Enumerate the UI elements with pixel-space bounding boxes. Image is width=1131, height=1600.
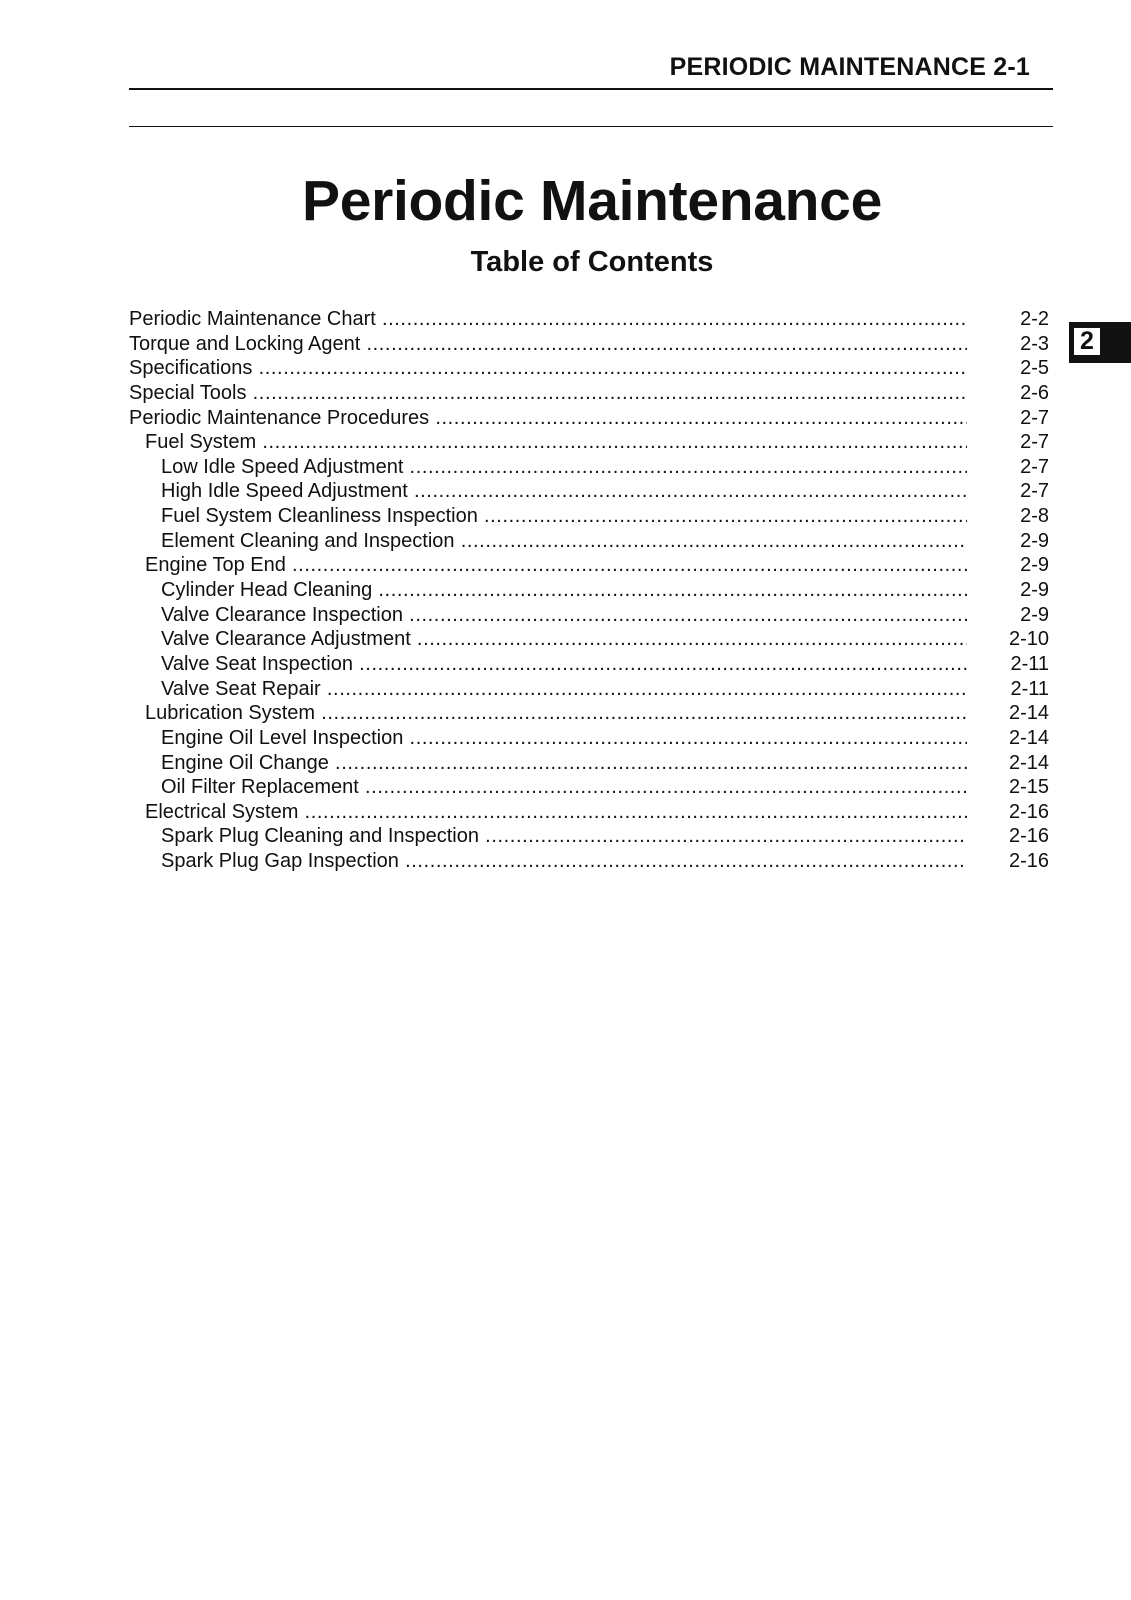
toc-entry-page: 2-7 [1020,406,1049,429]
toc-row [129,751,1049,776]
toc-entry-label: Cylinder Head Cleaning ..... [161,578,967,602]
toc-entry-page: 2-11 [1010,652,1049,675]
toc-row [129,307,1049,332]
toc-entry-page: 2-16 [1008,825,1049,848]
toc-entry-label: Electrical System ..... [145,800,967,824]
toc-entry-label: Periodic Maintenance Chart ..... [129,307,967,331]
toc-row [129,726,1049,751]
toc-row [129,824,1049,849]
toc-entry-page: 2-2 [1020,308,1049,330]
toc-row [129,529,1049,554]
toc-row [129,553,1049,578]
toc-entry-label: Oil Filter Replacement ..... [161,775,967,799]
toc-entry-page: 2-11 [1010,677,1049,700]
toc-row [129,652,1049,677]
toc-entry-label: Engine Top End ..... [145,553,967,577]
header-rule-bottom [129,126,1053,127]
toc-entry-label: Valve Clearance Inspection ..... [161,603,967,627]
toc-entry-page: 2-9 [1020,579,1049,602]
chapter-tab [1069,322,1131,363]
toc-row [129,406,1049,431]
toc-entry-page: 2-9 [1020,529,1049,552]
toc-heading: Table of Contents [470,246,714,278]
toc-entry-label: Fuel System ..... [145,430,967,454]
toc-entry-page: 2-7 [1020,480,1049,503]
toc-entry-label: Torque and Locking Agent ..... [129,332,967,356]
toc-row [129,479,1049,504]
toc-entry-label: Element Cleaning and Inspection ..... [161,529,967,553]
toc-row [129,701,1049,726]
toc-row [129,578,1049,603]
toc-entry-label: Spark Plug Cleaning and Inspection ..... [161,824,967,848]
toc-row [129,430,1049,455]
toc-entry-label: Low Idle Speed Adjustment ..... [161,455,967,479]
toc-row [129,603,1049,628]
toc-entry-page: 2-6 [1020,381,1049,404]
toc-entry-label: Engine Oil Level Inspection ..... [161,726,967,750]
toc-entry-label: High Idle Speed Adjustment ..... [161,479,967,503]
toc-row [129,677,1049,702]
toc-row [129,356,1049,381]
toc-entry-label: Fuel System Cleanliness Inspection ..... [161,504,967,528]
toc-row [129,800,1049,825]
header-rule-top [129,88,1053,90]
toc-entry-page: 2-9 [1020,603,1049,626]
toc-entry-page: 2-16 [1008,850,1049,873]
toc-entry-label: Lubrication System ..... [145,701,967,725]
toc-entry-label: Special Tools ..... [129,381,967,405]
running-header: PERIODIC MAINTENANCE 2-1 [669,53,1030,81]
toc-entry-label: Valve Clearance Adjustment ..... [161,627,967,651]
toc-entry-page: 2-14 [1008,726,1049,749]
toc-entry-label: Periodic Maintenance Procedures ..... [129,406,967,430]
toc-entry-page: 2-9 [1020,554,1049,577]
toc-row [129,627,1049,652]
toc-entry-page: 2-3 [1020,332,1049,355]
toc-row [129,775,1049,800]
toc-row [129,455,1049,480]
toc-entry-page: 2-14 [1008,751,1049,774]
toc-entry-page: 2-14 [1008,702,1049,725]
table-of-contents [129,307,1049,874]
toc-row [129,332,1049,357]
toc-entry-page: 2-8 [1020,505,1049,528]
toc-entry-label: Engine Oil Change ..... [161,751,967,775]
toc-entry-page: 2-5 [1020,357,1049,380]
page-title: Periodic Maintenance [301,169,882,233]
toc-row [129,849,1049,874]
toc-entry-page: 2-15 [1008,776,1049,799]
toc-row [129,504,1049,529]
toc-entry-label: Valve Seat Repair ..... [161,677,967,701]
toc-entry-label: Spark Plug Gap Inspection ..... [161,849,967,873]
toc-entry-page: 2-7 [1020,431,1049,454]
toc-row [129,381,1049,406]
toc-entry-page: 2-7 [1020,455,1049,478]
toc-entry-label: Valve Seat Inspection ..... [161,652,967,676]
toc-entry-page: 2-16 [1008,800,1049,823]
toc-entry-label: Specifications ..... [129,356,967,380]
chapter-number: 2 [1073,327,1101,356]
toc-entry-page: 2-10 [1008,628,1049,651]
